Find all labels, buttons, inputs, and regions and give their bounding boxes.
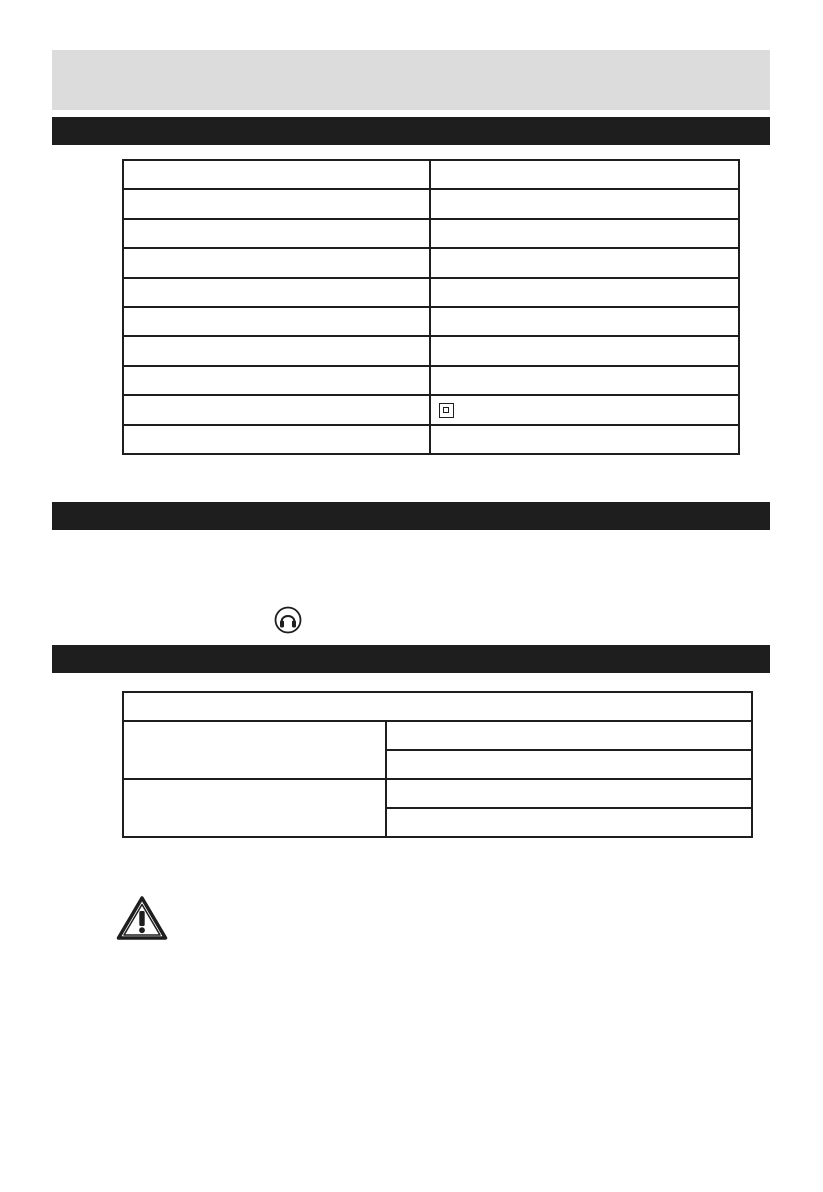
group-label: [123, 721, 386, 779]
group-label: [123, 779, 386, 837]
spec-value: [430, 307, 739, 336]
warning-triangle-icon: [116, 895, 168, 941]
spec-value-insulation: [430, 395, 739, 424]
table-row: [123, 160, 739, 189]
group-value: [386, 808, 752, 837]
spec-label: [123, 425, 430, 454]
spec-value: [430, 219, 739, 248]
section-header-noise: [52, 502, 770, 530]
spec-value: [430, 160, 739, 189]
table-row: [123, 779, 752, 808]
spec-label: [123, 307, 430, 336]
spec-value: [430, 366, 739, 395]
spec-value: [430, 248, 739, 277]
spec-value: [430, 189, 739, 218]
ear-protection-icon: [274, 606, 302, 634]
group-value: [386, 779, 752, 808]
table-row: [123, 395, 739, 424]
group-value: [386, 721, 752, 750]
section-header-specifications: [52, 117, 770, 145]
spec-label: [123, 395, 430, 424]
table-row: [123, 336, 739, 365]
table-row: [123, 366, 739, 395]
spec-label: [123, 278, 430, 307]
double-insulation-icon: [439, 403, 454, 418]
vibration-table: [122, 691, 753, 838]
spec-label: [123, 366, 430, 395]
spec-label: [123, 248, 430, 277]
table-row: [123, 278, 739, 307]
spec-value: [430, 336, 739, 365]
spec-label: [123, 336, 430, 365]
spec-label: [123, 160, 430, 189]
table-row: [123, 425, 739, 454]
spec-label: [123, 189, 430, 218]
spec-value: [430, 278, 739, 307]
table-row: [123, 219, 739, 248]
table-row: [123, 189, 739, 218]
table-header: [123, 692, 752, 721]
table-row: [123, 721, 752, 750]
section-header-vibration: [52, 645, 770, 673]
table-row: [123, 692, 752, 721]
spec-label: [123, 219, 430, 248]
spec-value: [430, 425, 739, 454]
table-row: [123, 248, 739, 277]
table-row: [123, 307, 739, 336]
top-banner: [52, 50, 770, 110]
group-value: [386, 750, 752, 779]
specifications-table: [122, 159, 740, 455]
